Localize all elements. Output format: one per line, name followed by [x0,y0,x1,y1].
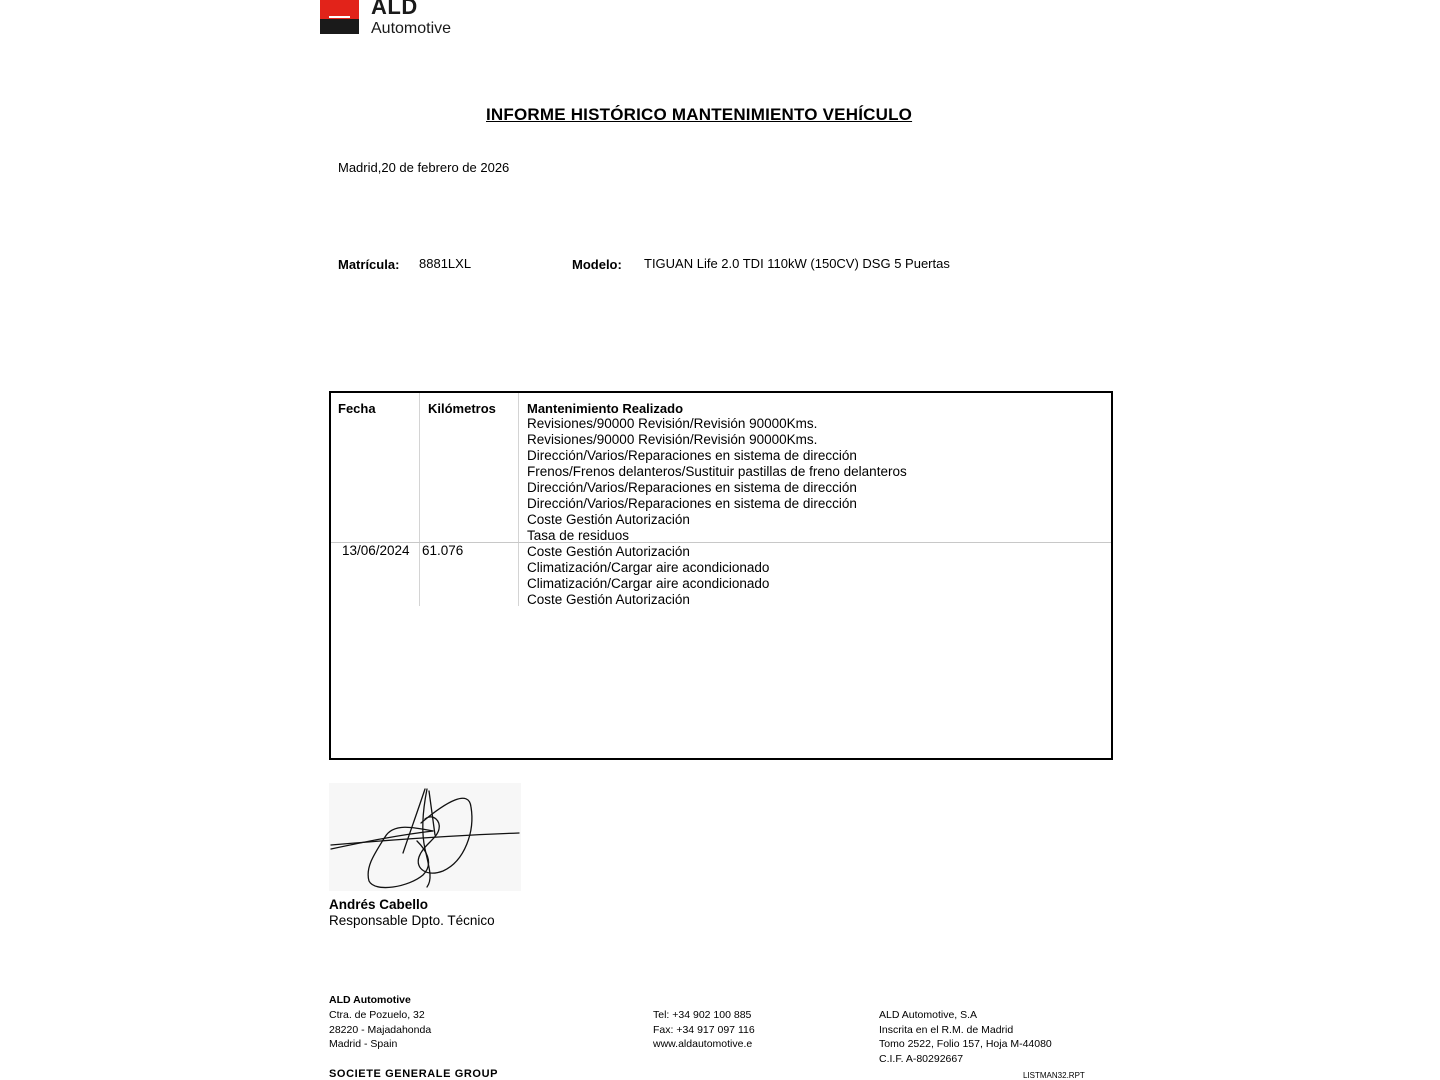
work-item: Coste Gestión Autorización [527,544,690,559]
signer-name: Andrés Cabello [329,897,429,912]
model-value: TIGUAN Life 2.0 TDI 110kW (150CV) DSG 5 Puertas [644,256,950,271]
footer-fax: Fax: +34 917 097 116 [653,1023,755,1036]
plate-value: 8881LXL [419,256,472,271]
footer-address [329,1008,431,1052]
signer-role: Responsable Dpto. Técnico [329,913,495,928]
work-item: Revisiones/90000 Revisión/Revisión 90000Kms. [527,432,818,447]
logo-name: ALD [371,0,418,19]
footer-address-line: Ctra. de Pozuelo, 32 [329,1009,425,1021]
work-item: Revisiones/90000 Revisión/Revisión 90000Kms. [527,416,818,431]
work-item: Coste Gestión Autorización [527,592,690,607]
maintenance-table [329,391,1113,760]
work-item: Coste Gestión Autorización [527,512,690,527]
work-item: Dirección/Varios/Reparaciones en sistema de dirección [527,496,857,511]
work-item: Climatización/Cargar aire acondicionado [527,560,770,575]
work-item: Climatización/Cargar aire acondicionado [527,576,770,591]
footer-address-line: Madrid - Spain [329,1038,398,1050]
footer-address-line: 28220 - Majadahonda [329,1023,432,1036]
footer-legal-line: C.I.F. A-80292667 [879,1052,964,1065]
header-kilometros: Kilómetros [428,401,496,416]
work-item: Tasa de residuos [527,528,630,543]
footer-legal-line: Inscrita en el R.M. de Madrid [879,1023,1014,1036]
footer-phone: Tel: +34 902 100 885 [653,1009,752,1021]
work-item: Frenos/Frenos delanteros/Sustituir pastillas de freno delanteros [527,464,907,479]
footer-legal-line: ALD Automotive, S.A [879,1009,978,1021]
footer-company: ALD Automotive [329,994,411,1006]
work-item: Dirección/Varios/Reparaciones en sistema de dirección [527,480,857,495]
column-divider [419,393,420,606]
column-divider [518,393,519,606]
row-1-work-list [527,416,907,544]
logo-subname: Automotive [371,20,452,37]
row-2-km: 61.076 [422,543,464,558]
signature-image [329,783,521,891]
header-fecha: Fecha [338,401,376,416]
report-id: LISTMAN32.RPT [1023,1071,1085,1080]
group-label: SOCIETE GENERALE GROUP [329,1068,499,1080]
row-2-work-list [527,544,769,608]
header-mantenimiento: Mantenimiento Realizado [527,401,684,416]
footer-contact [653,1008,755,1052]
footer-website-link[interactable]: www.aldautomotive.e [653,1038,753,1050]
model-label: Modelo: [572,257,622,272]
work-item: Dirección/Varios/Reparaciones en sistema de dirección [527,448,857,463]
ald-automotive-logo [320,0,468,36]
place-date: Madrid,20 de febrero de 2026 [338,160,510,175]
footer-legal [879,1008,1052,1066]
row-2-date: 13/06/2024 [342,543,410,558]
document-title: INFORME HISTÓRICO MANTENIMIENTO VEHÍCULO [486,105,913,124]
plate-label: Matrícula: [338,257,400,272]
footer-legal-line: Tomo 2522, Folio 157, Hoja M-44080 [879,1038,1052,1050]
logo-mark-icon [320,0,359,34]
